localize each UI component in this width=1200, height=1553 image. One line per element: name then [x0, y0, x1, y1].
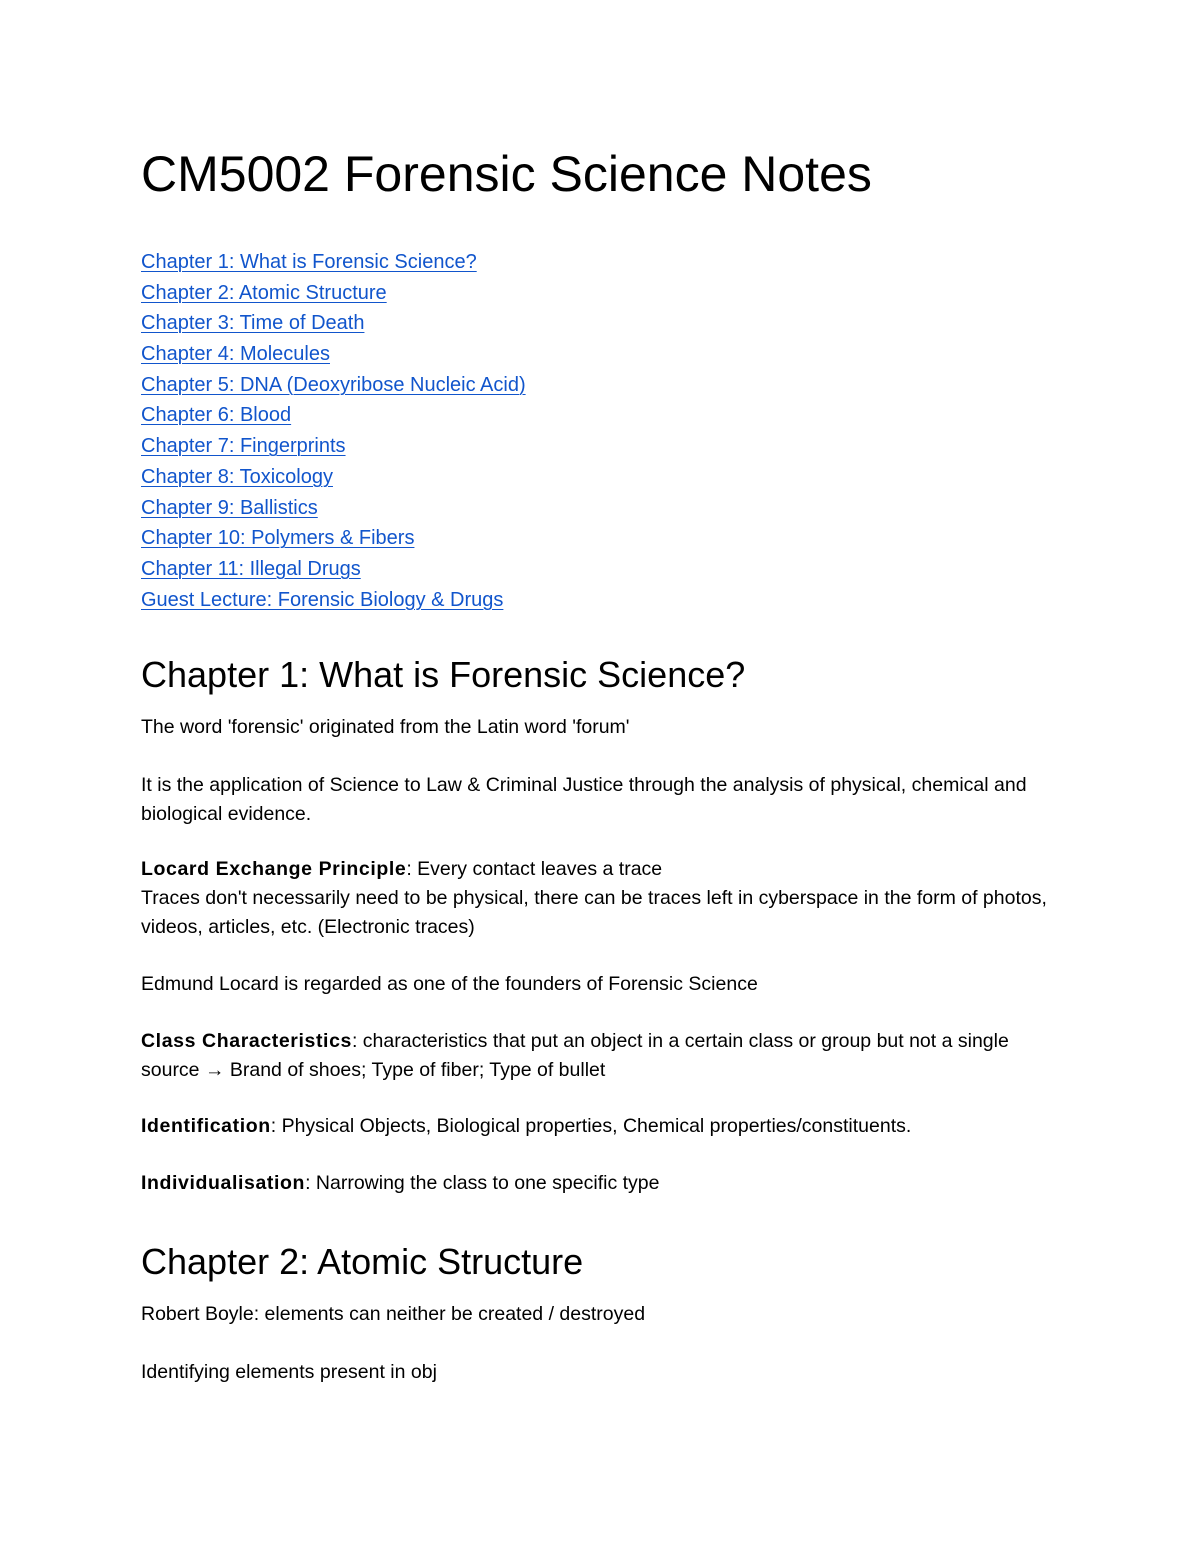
locard-definition: : Every contact leaves a trace — [406, 858, 663, 880]
document-title: CM5002 Forensic Science Notes — [141, 146, 872, 202]
toc-link-chapter-9[interactable]: Chapter 9: Ballistics — [141, 496, 318, 519]
paragraph-identifying-elements: Identifying elements present in obj — [141, 1361, 437, 1383]
toc-item — [141, 370, 526, 401]
toc-item — [141, 339, 526, 370]
toc-link-chapter-10[interactable]: Chapter 10: Polymers & Fibers — [141, 527, 415, 550]
individualisation-term: Individualisation — [141, 1172, 306, 1194]
class-term: Class Characteristics — [141, 1030, 352, 1052]
locard-principle — [141, 855, 1061, 884]
paragraph-forensic-origin: The word 'forensic' originated from the Latin word 'forum' — [141, 716, 630, 738]
toc-item — [141, 554, 526, 585]
toc-link-chapter-8[interactable]: Chapter 8: Toxicology — [141, 465, 333, 488]
individualisation-definition: : Narrowing the class to one specific type — [305, 1172, 660, 1194]
toc-item — [141, 523, 526, 554]
paragraph-definition: It is the application of Science to Law & Criminal Justice through the analysis of physical, chemical and biological evidence. — [141, 774, 1027, 825]
chapter-2-heading: Chapter 2: Atomic Structure — [141, 1241, 584, 1282]
individualisation — [141, 1169, 1061, 1198]
toc-item — [141, 400, 526, 431]
toc-item — [141, 462, 526, 493]
class-characteristics — [141, 1027, 1061, 1085]
toc-link-chapter-5[interactable]: Chapter 5: DNA (Deoxyribose Nucleic Acid) — [141, 373, 526, 396]
paragraph-robert-boyle: Robert Boyle: elements can neither be created / destroyed — [141, 1303, 646, 1325]
class-definition: : characteristics that put an object in a certain class or group but not a single source → Brand of shoes; Type of fiber; Type of bullet — [141, 1030, 1009, 1081]
locard-term: Locard Exchange Principle — [141, 858, 407, 880]
toc-item — [141, 431, 526, 462]
paragraph-edmund-locard: Edmund Locard is regarded as one of the founders of Forensic Science — [141, 973, 758, 995]
paragraph-electronic-traces: Traces don't necessarily need to be physical, there can be traces left in cyberspace in the form of photos, videos, articles, etc. (Electronic traces) — [141, 887, 1047, 938]
toc-link-chapter-2[interactable]: Chapter 2: Atomic Structure — [141, 281, 387, 304]
toc-link-chapter-6[interactable]: Chapter 6: Blood — [141, 404, 292, 427]
toc-link-chapter-7[interactable]: Chapter 7: Fingerprints — [141, 435, 346, 458]
toc-link-chapter-3[interactable]: Chapter 3: Time of Death — [141, 312, 365, 335]
identification — [141, 1112, 1061, 1141]
toc-link-chapter-11[interactable]: Chapter 11: Illegal Drugs — [141, 557, 361, 580]
identification-term: Identification — [141, 1115, 271, 1137]
toc-item — [141, 247, 526, 278]
toc-link-guest-lecture[interactable]: Guest Lecture: Forensic Biology & Drugs — [141, 588, 504, 611]
toc-link-chapter-4[interactable]: Chapter 4: Molecules — [141, 343, 330, 366]
toc-item — [141, 278, 526, 309]
identification-definition: : Physical Objects, Biological properties, Chemical properties/constituents. — [270, 1115, 912, 1137]
toc-item — [141, 308, 526, 339]
toc-item — [141, 493, 526, 524]
toc-item — [141, 585, 526, 616]
chapter-1-heading: Chapter 1: What is Forensic Science? — [141, 654, 746, 695]
toc-link-chapter-1[interactable]: Chapter 1: What is Forensic Science? — [141, 251, 477, 273]
table-of-contents — [141, 247, 526, 615]
